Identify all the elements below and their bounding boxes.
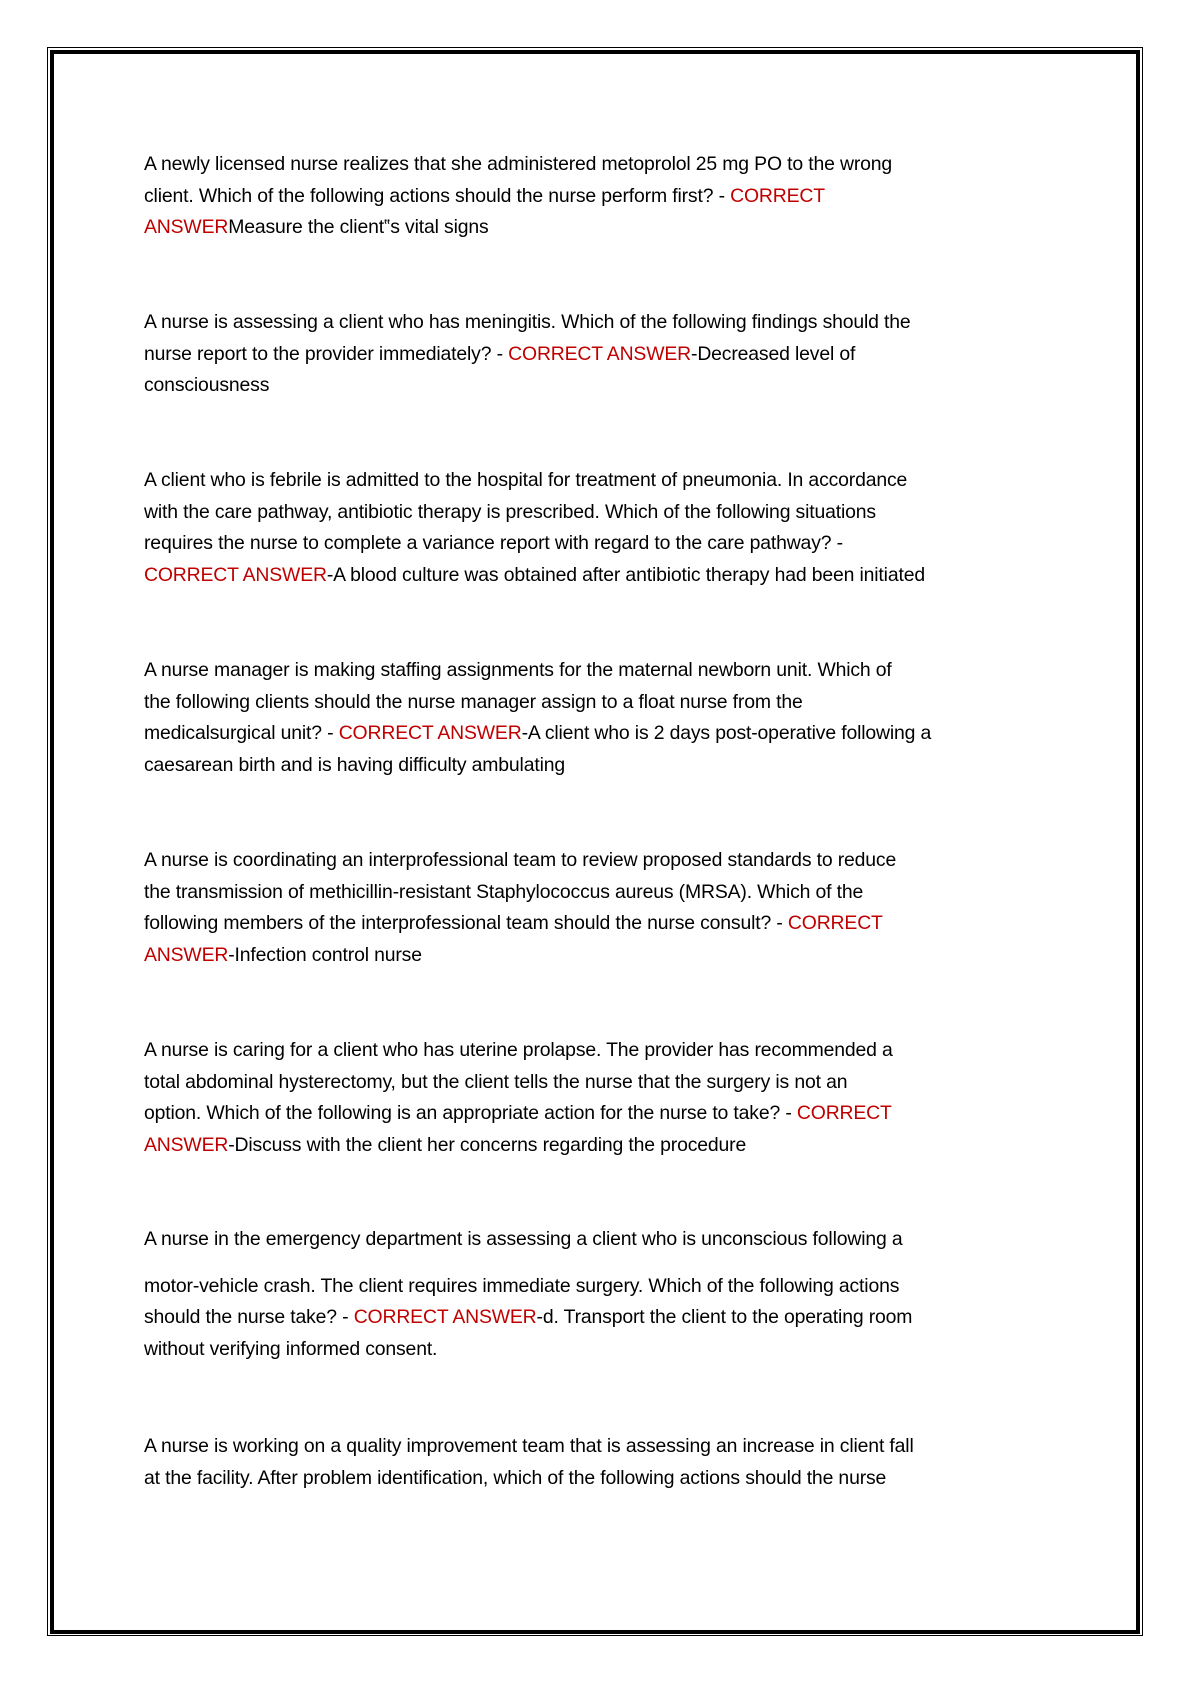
- question-7-line: [144, 1337, 437, 1361]
- question-text: should the nurse take? -: [144, 1306, 354, 1329]
- question-text: -A client who is 2 days post-operative following a: [521, 722, 932, 745]
- question-text: without verifying informed consent.: [144, 1338, 438, 1361]
- question-text: -Infection control nurse: [228, 944, 422, 967]
- question-2-line: [144, 342, 855, 366]
- question-text: A client who is febrile is admitted to the hospital for treatment of pneumonia. In accordance: [144, 469, 908, 491]
- question-7-line: [144, 1227, 903, 1251]
- question-text: caesarean birth and is having difficulty ambulating: [144, 754, 565, 777]
- question-text: A nurse is working on a quality improvement team that is assessing an increase in client fall: [144, 1435, 914, 1457]
- question-text: client. Which of the following actions should the nurse perform first? -: [144, 184, 731, 207]
- question-text: total abdominal hysterectomy, but the client tells the nurse that the surgery is not an: [144, 1070, 848, 1093]
- question-text: -Decreased level of: [691, 342, 856, 365]
- question-text: A newly licensed nurse realizes that she administered metoprolol 25 mg PO to the wrong: [144, 153, 893, 175]
- correct-answer-label: CORRECT ANSWER: [353, 1306, 537, 1329]
- question-text: the following clients should the nurse manager assign to a float nurse from the: [144, 690, 803, 713]
- question-3-line: [144, 468, 907, 492]
- question-8-line: [144, 1434, 914, 1458]
- question-text: A nurse is coordinating an interprofessional team to review proposed standards to reduce: [144, 849, 897, 871]
- question-6-line: [144, 1070, 847, 1094]
- question-6-line: [144, 1038, 893, 1062]
- question-7-line: [144, 1305, 912, 1329]
- question-3-line: [144, 531, 843, 555]
- question-2-line: [144, 310, 911, 334]
- correct-answer-label: CORRECT ANSWER: [338, 722, 522, 745]
- question-5-line: [144, 911, 883, 935]
- question-text: motor-vehicle crash. The client requires immediate surgery. Which of the following actions: [144, 1274, 900, 1297]
- question-5-line: [144, 943, 422, 967]
- question-text: A nurse is assessing a client who has meningitis. Which of the following findings should the: [144, 311, 911, 333]
- question-text: -Discuss with the client her concerns regarding the procedure: [228, 1134, 747, 1157]
- question-5-line: [144, 848, 896, 872]
- question-8-line: [144, 1466, 886, 1490]
- question-text: the transmission of methicillin-resistant Staphylococcus aureus (MRSA). Which of the: [144, 880, 864, 903]
- question-6-line: [144, 1101, 892, 1125]
- question-text: -d. Transport the client to the operating room: [536, 1306, 913, 1329]
- question-text: option. Which of the following is an appropriate action for the nurse to take? -: [144, 1102, 797, 1125]
- question-text: A nurse manager is making staffing assignments for the maternal newborn unit. Which of: [144, 659, 892, 681]
- question-3-line: [144, 563, 925, 587]
- correct-answer-label: CORRECT ANSWER: [508, 342, 692, 365]
- correct-answer-label: CORRECT: [796, 1102, 892, 1125]
- page-border-inner: [50, 50, 1140, 1634]
- question-1-line: [144, 184, 825, 208]
- question-2-line: [144, 373, 269, 397]
- question-text: -A blood culture was obtained after antibiotic therapy had been initiated: [326, 564, 925, 587]
- question-5-line: [144, 880, 863, 904]
- question-text: requires the nurse to complete a variance report with regard to the care pathway? -: [144, 532, 843, 555]
- question-3-line: [144, 500, 876, 524]
- question-4-line: [144, 753, 565, 777]
- question-text: A nurse in the emergency department is assessing a client who is unconscious following a: [144, 1228, 903, 1250]
- question-1-line: [144, 215, 489, 239]
- correct-answer-label: CORRECT ANSWER: [144, 564, 327, 587]
- correct-answer-label: CORRECT: [730, 184, 825, 207]
- question-text: following members of the interprofessional team should the nurse consult? -: [144, 912, 788, 935]
- correct-answer-label: ANSWER: [144, 216, 229, 239]
- question-text: medicalsurgical unit? -: [144, 722, 339, 745]
- question-4-line: [144, 690, 803, 714]
- question-text: Measure the client‟s vital signs: [228, 216, 489, 239]
- question-text: A nurse is caring for a client who has uterine prolapse. The provider has recommended a: [144, 1039, 893, 1061]
- question-4-line: [144, 721, 931, 745]
- question-text: with the care pathway, antibiotic therapy is prescribed. Which of the following situations: [144, 500, 876, 523]
- question-4-line: [144, 658, 892, 682]
- question-7-line: [144, 1274, 899, 1298]
- correct-answer-label: CORRECT: [787, 912, 883, 935]
- question-text: consciousness: [144, 374, 270, 397]
- question-text: nurse report to the provider immediately? -: [144, 342, 509, 365]
- question-1-line: [144, 152, 892, 176]
- correct-answer-label: ANSWER: [144, 1134, 229, 1157]
- question-6-line: [144, 1133, 746, 1157]
- question-text: at the facility. After problem identification, which of the following actions should the nurse: [144, 1466, 887, 1489]
- correct-answer-label: ANSWER: [144, 944, 229, 967]
